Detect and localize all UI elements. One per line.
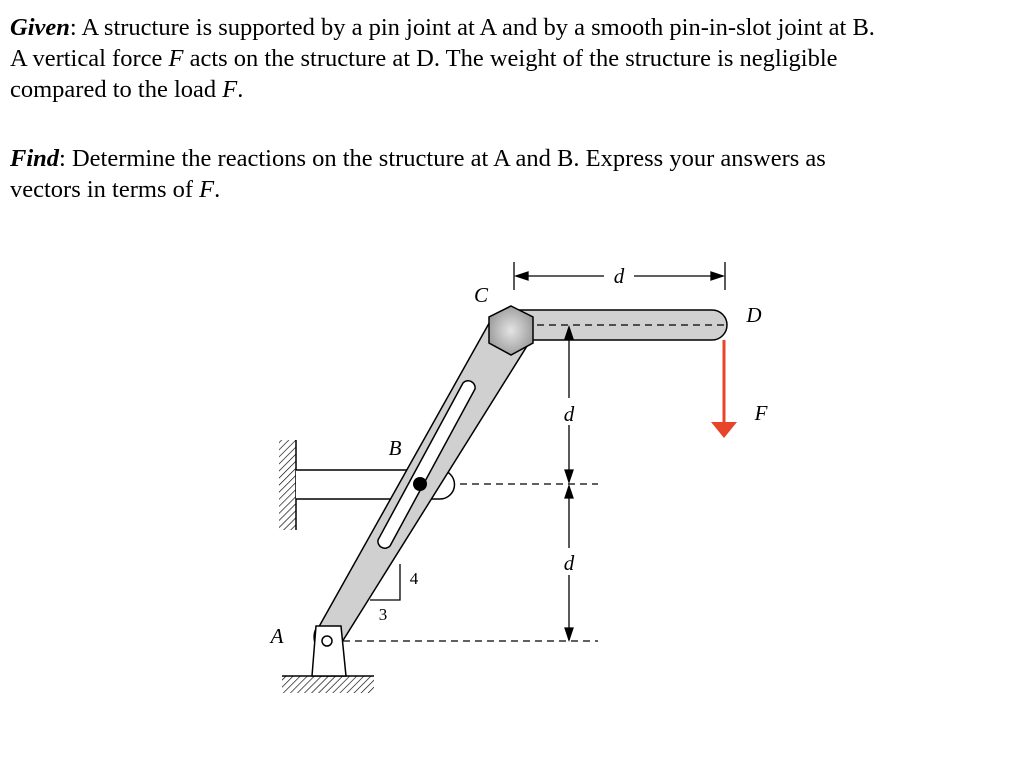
slope-run-label: 3 bbox=[378, 605, 388, 624]
find-separator: : bbox=[59, 145, 72, 172]
force-arrow-f bbox=[711, 340, 737, 438]
given-line-3a: compared to the load bbox=[10, 76, 223, 103]
given-line-2a: A vertical force bbox=[10, 45, 169, 72]
find-force-var: F bbox=[199, 176, 215, 203]
dim-label-vertical-lower: d bbox=[563, 551, 575, 575]
ground-support bbox=[282, 676, 374, 693]
label-b: B bbox=[388, 436, 402, 460]
pin-b bbox=[413, 477, 427, 491]
label-d: D bbox=[746, 303, 762, 327]
dim-label-horizontal: d bbox=[613, 264, 625, 288]
label-a: A bbox=[270, 624, 284, 648]
given-line-3b: . bbox=[237, 76, 244, 103]
slot bbox=[378, 381, 475, 548]
given-label: Given bbox=[10, 14, 70, 41]
given-separator: : bbox=[69, 14, 82, 41]
pin-support-a bbox=[312, 626, 346, 676]
label-f: F bbox=[754, 401, 768, 425]
wall-support bbox=[279, 440, 296, 530]
slope-rise-label: 4 bbox=[409, 569, 419, 588]
given-line-2b: acts on the structure at D. The weight of the structure is negligible bbox=[183, 45, 838, 72]
find-line-1: Determine the reactions on the structure at A and B. Express your answers as bbox=[71, 145, 826, 172]
find-line-2a: vectors in terms of bbox=[10, 176, 200, 203]
find-label: Find bbox=[10, 145, 60, 172]
given-force-var: F bbox=[168, 45, 184, 72]
dim-label-vertical-upper: d bbox=[563, 402, 575, 426]
given-line-1: A structure is supported by a pin joint at A and by a smooth pin-in-slot joint at B. bbox=[81, 14, 875, 41]
find-line-2b: . bbox=[214, 176, 221, 203]
given-force-var-2: F bbox=[222, 76, 238, 103]
label-c: C bbox=[473, 283, 489, 307]
